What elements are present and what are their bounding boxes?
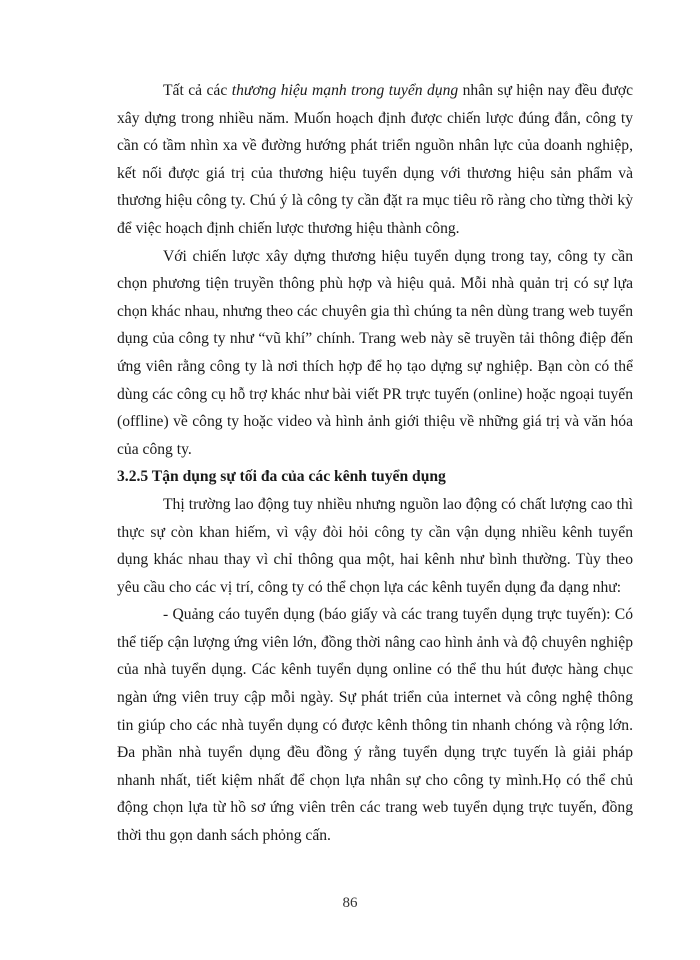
paragraph-text: nhân sự hiện nay đều được xây dựng trong nhiều năm. Muốn hoạch định được chiến lược đúng đắn, công ty cần có tầm nhìn xa về đường hướng phát triển nguồn nhân lực của doanh nghiệp, kết nối được giá trị của thương hiệu tuyển dụng với thương hiệu sản phẩm và thương hiệu công ty. Chú ý là công ty cần đặt ra mục tiêu rõ ràng cho từng thời kỳ để việc hoạch định chiến lược thương hiệu thành công. (117, 82, 633, 237)
section-heading: 3.2.5 Tận dụng sự tối đa của các kênh tuyển dụng (117, 468, 446, 486)
paragraph-media-channels: Với chiến lược xây dựng thương hiệu tuyển dụng trong tay, công ty cần chọn phương tiện truyền thông phù hợp và hiệu quả. Mỗi nhà quản trị có sự lựa chọn khác nhau, nhưng theo các chuyên gia thì chúng ta nên dùng trang web tuyển dụng của công ty như “vũ khí” chính. Trang web này sẽ truyền tải thông điệp đến ứng viên rằng công ty là nơi thích hợp để họ tạo dựng sự nghiệp. Bạn còn có thể dùng các công cụ hỗ trợ khác như bài viết PR trực tuyến (online) hoặc ngoại tuyến (offline) về công ty hoặc video và hình ảnh giới thiệu về những giá trị và văn hóa của công ty. (117, 247, 633, 458)
paragraph-labor-market: Thị trường lao động tuy nhiều nhưng nguồn lao động có chất lượng cao thì thực sự còn khan hiếm, vì vậy đòi hỏi công ty cần vận dụng nhiều kênh tuyển dụng khác nhau thay vì chỉ thông qua một, hai kênh như bình thường. Tùy theo yêu cầu cho các vị trí, công ty có thể chọn lựa các kênh tuyển dụng đa dạng như: (117, 495, 633, 596)
page-number: 86 (342, 895, 358, 911)
emphasized-phrase: thương hiệu mạnh trong tuyển dụng (231, 82, 459, 99)
paragraph-brand-strategy (117, 77, 633, 243)
paragraph-text: Tất cả các (163, 82, 232, 99)
page-content (117, 77, 633, 850)
paragraph-recruitment-ads: - Quảng cáo tuyển dụng (báo giấy và các trang tuyển dụng trực tuyến): Có thể tiếp cận lượng ứng viên lớn, đồng thời nâng cao hình ảnh và độ chuyên nghiệp của nhà tuyển dụng. Các kênh tuyển dụng online có thể thu hút được hàng chục ngàn ứng viên truy cập mỗi ngày. Sự phát triển của internet và công nghệ thông tin giúp cho các nhà tuyển dụng có được kênh thông tin nhanh chóng và rộng lớn. Đa phần nhà tuyển dụng đều đồng ý rằng tuyển dụng trực tuyến là giải pháp nhanh nhất, tiết kiệm nhất để chọn lựa nhân sự cho công ty mình.Họ có thể chủ động chọn lựa từ hồ sơ ứng viên trên các trang web tuyển dụng trực tuyến, đồng thời thu gọn danh sách phỏng cấn. (117, 606, 633, 845)
